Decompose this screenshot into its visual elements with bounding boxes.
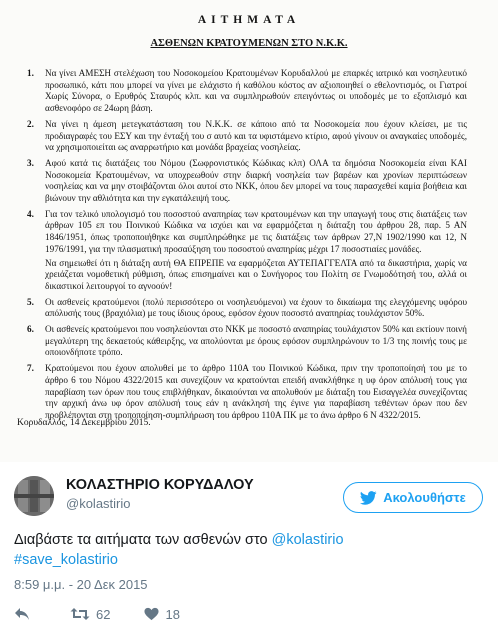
demand-number: 1. xyxy=(27,68,34,78)
bird-icon xyxy=(360,491,377,505)
demand-item xyxy=(27,158,467,205)
like-count: 18 xyxy=(165,606,180,622)
follow-label: Ακολουθήστε xyxy=(383,490,466,505)
tweet-timestamp[interactable]: 8:59 μ.μ. - 20 Δεκ 2015 xyxy=(14,577,148,592)
demand-item xyxy=(27,68,467,115)
demand-item xyxy=(27,119,467,154)
demand-number: 3. xyxy=(27,157,34,168)
retweet-icon xyxy=(70,607,90,621)
demand-item xyxy=(27,297,467,320)
demand-number: 6. xyxy=(27,324,34,335)
tweet-text-body: Διαβάστε τα αιτήματα των ασθενών στο xyxy=(14,532,272,548)
demand-number: 4. xyxy=(27,208,34,219)
avatar[interactable] xyxy=(14,476,54,516)
tweet-card xyxy=(0,462,498,637)
mention-link[interactable]: @kolastirio xyxy=(271,532,344,548)
hashtag-link[interactable]: #save_kolastirio xyxy=(14,552,118,568)
demand-text: Οι ασθενείς κρατούμενοι (πολύ περισσότερο οι νοσηλευόμενοι) να έχουν το δικαίωμα της ελεγχόμενης υφόρου απόλυσής τους (βραχιόλια) με τους ίδιους όρους, εφόσον έχουν ποσοστό αναπηρίας τουλάχιστον 50%. xyxy=(45,296,467,319)
reply-button[interactable] xyxy=(14,607,36,621)
demand-text: Αφού κατά τις διατάξεις του Νόμου (Σωφρονιστικός Κώδικας κλπ) ΟΛΑ τα δημόσια Νοσοκομεία είναι ΚΑΙ Νοσοκομεία Κρατουμένων, να υποχρεωθούν στην διαρκή νοσηλεία των βαρέων και χρονίων περιπτώσεων νοσηλείας και να μην στοιβάζονται όλοι αυτοί στο ΝΚΚ, όπου δεν μπορεί να τους παρασχεθεί καμία βοήθεια και βιώνουν την αθλιότητα και την εγκατάλειψή τους. xyxy=(45,157,467,204)
demand-item xyxy=(27,209,467,293)
demands-list xyxy=(27,68,467,426)
tweet-actions xyxy=(14,603,214,625)
reply-icon xyxy=(14,607,30,621)
demand-number: 2. xyxy=(27,118,34,129)
demand-note: Να σημειωθεί ότι η διάταξη αυτή ΘΑ ΕΠΡΕΠΕ να εφαρμόζεται ΑΥΤΕΠΑΓΓΕΛΤΑ από τα δικαστήρια, χωρίς να χρειάζεται νομοθετική ρύθμιση, όπως επισημαίνει και ο Συνήγορος του Πολίτη σε Γνωμοδότησή του, αλλά οι δικαστικοί λειτουργοί το αγνοούν! xyxy=(45,257,467,291)
demand-text: Οι ασθενείς κρατούμενοι που νοσηλεύονται στο ΝΚΚ με ποσοστό αναπηρίας τουλάχιστον 50% και εκτίουν ποινή μεγαλύτερη της δεκαετούς κάθειρξης, να απολύονται με όρους εφόσον συμπληρώνουν το 1/3 της ποινής τους με οποιονδήποτε τρόπο. xyxy=(45,324,467,358)
demand-text: Για τον τελικό υπολογισμό του ποσοστού αναπηρίας των κρατουμένων και την υπαγωγή τους στις διατάξεις των άρθρων 105 επ του Ποινικού Κώδικα να ισχύει και να εφαρμόζεται η διάταξη του άρθρου 28, παρ. 5 ΑΝ 1846/1951, όπως τροποποιήθηκε και συμπληρώθηκε με τις διατάξεις των άρθρων 27,Ν 1902/1990 και 12, Ν 1976/1991, για την πλασματική προσαύξηση του ποσοστού αναπηρίας μέχρι 17 ποσοστιαίες μονάδες. xyxy=(45,208,467,254)
user-handle[interactable]: @kolastirio xyxy=(66,496,131,511)
heart-icon xyxy=(144,607,159,621)
retweet-button[interactable] xyxy=(70,607,110,622)
demand-item xyxy=(27,324,467,359)
demand-number: 5. xyxy=(27,296,34,307)
demand-text: Να γίνει η άμεση μετεγκατάσταση του Ν.Κ.Κ. σε κάποιο από τα Νοσοκομεία που έχουν κλείσει, με τις προδιαγραφές του ΕΣΥ και την ένταξή του σ αυτό και τα υφιστάμενο κτίριο, αφού γίνουν οι αναγκαίες υποδομές, να χρησιμοποιείται ως αναρρωτήριο και μονάδα βραχείας νοσηλείας. xyxy=(45,118,467,153)
retweet-count: 62 xyxy=(96,606,111,622)
like-button[interactable] xyxy=(144,607,179,622)
document-date: Κορυδαλλός, 14 Δεκεμβρίου 2015. xyxy=(17,418,151,428)
document-subtitle: ΑΣΘΕΝΩΝ ΚΡΑΤΟΥΜΕΝΩΝ ΣΤΟ Ν.Κ.Κ. xyxy=(150,38,348,49)
demand-text: Κρατούμενοι που έχουν απολυθεί με το άρθρο 110Α του Ποινικού Κώδικα, πριν την τροποποίησή του με το άρθρο 6 του Νόμου 4322/2015 και συνεχίζουν να κρατούνται επειδή ανακλήθηκε η υφ όρον απόλυσή τους για παραβίαση των όρων που τους επιβλήθηκαν, δικαιούνται να απολυθούν με διάταξη του Εισαγγελέα συνεχίζοντας την αρχική άνω υφ όρον απόλυσή τους εάν η ανάκλησή της έγινε για παραβίαση τεθέντων όρων που δεν προβλέπονται στη τροποποίηση-συμπλήρωση του άρθρου 110Α ΠΚ με το άνω άρθρο 6 Ν 4322/2015. xyxy=(45,363,467,420)
display-name[interactable]: ΚΟΛΑΣΤΗΡΙΟ ΚΟΡΥΔΑΛΟΥ xyxy=(66,477,254,493)
demand-number: 7. xyxy=(27,363,34,374)
avatar-image xyxy=(14,476,54,516)
document-title: ΑΙΤΗΜΑΤΑ xyxy=(197,14,301,26)
follow-button[interactable] xyxy=(343,482,483,513)
demand-text: Να γίνει ΑΜΕΣΗ στελέχωση του Νοσοκομείου Κρατουμένων Κορυδαλλού με επαρκές ιατρικό και νοσηλευτικό προσωπικό, κάτι που μπορεί να γίνει με ελάχιστο ή καθόλου κόστος αν αξιοποιηθεί ο εθελοντισμός, οι Γιατροί Χωρίς Σύνορα, ο Ερυθρός Σταυρός κλπ. και να συμπληρωθούν επειγόντως οι υποδομές με το εξοπλισμό και ασθενοφόρο σε 24ωρη βάση. xyxy=(45,68,467,114)
tweet-text xyxy=(14,530,484,570)
demand-item xyxy=(27,363,467,422)
